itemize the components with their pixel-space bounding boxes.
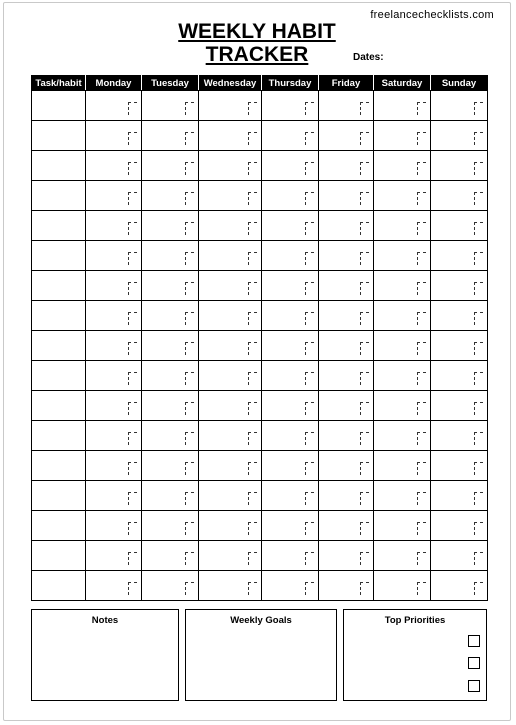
- check-mark-corner: [474, 402, 483, 415]
- day-cell-thursday[interactable]: [262, 451, 319, 481]
- check-mark-corner: [248, 252, 257, 265]
- day-cell-saturday[interactable]: [374, 481, 431, 511]
- check-mark-corner: [474, 102, 483, 115]
- day-cell-thursday[interactable]: [262, 121, 319, 151]
- day-cell-friday[interactable]: [319, 181, 374, 211]
- check-mark-corner: [360, 582, 369, 595]
- check-mark-corner: [248, 102, 257, 115]
- check-mark-corner: [417, 102, 426, 115]
- day-cell-sunday[interactable]: [431, 121, 488, 151]
- day-cell-thursday[interactable]: [262, 301, 319, 331]
- day-cell-tuesday[interactable]: [142, 331, 199, 361]
- check-mark-corner: [305, 282, 314, 295]
- check-mark-corner: [248, 402, 257, 415]
- tracker-body: [32, 91, 488, 601]
- day-cell-wednesday[interactable]: [199, 271, 262, 301]
- day-cell-saturday[interactable]: [374, 571, 431, 601]
- check-mark-corner: [417, 522, 426, 535]
- day-cell-wednesday[interactable]: [199, 301, 262, 331]
- day-cell-sunday[interactable]: [431, 211, 488, 241]
- day-cell-friday[interactable]: [319, 241, 374, 271]
- day-cell-monday[interactable]: [86, 241, 142, 271]
- day-cell-tuesday[interactable]: [142, 481, 199, 511]
- day-cell-saturday[interactable]: [374, 511, 431, 541]
- check-mark-corner: [248, 312, 257, 325]
- day-cell-tuesday[interactable]: [142, 571, 199, 601]
- day-cell-saturday[interactable]: [374, 91, 431, 121]
- table-row: [32, 361, 488, 391]
- check-mark-corner: [128, 432, 137, 445]
- task-cell[interactable]: [32, 571, 86, 601]
- day-cell-thursday[interactable]: [262, 511, 319, 541]
- day-cell-wednesday[interactable]: [199, 361, 262, 391]
- task-cell[interactable]: [32, 121, 86, 151]
- check-mark-corner: [417, 432, 426, 445]
- task-cell[interactable]: [32, 151, 86, 181]
- day-cell-monday[interactable]: [86, 541, 142, 571]
- day-cell-monday[interactable]: [86, 331, 142, 361]
- day-cell-wednesday[interactable]: [199, 151, 262, 181]
- day-cell-sunday[interactable]: [431, 151, 488, 181]
- day-cell-sunday[interactable]: [431, 451, 488, 481]
- check-mark-corner: [360, 162, 369, 175]
- day-cell-sunday[interactable]: [431, 391, 488, 421]
- day-cell-wednesday[interactable]: [199, 121, 262, 151]
- weekly-goals-title: Weekly Goals: [230, 615, 292, 626]
- day-cell-monday[interactable]: [86, 301, 142, 331]
- check-mark-corner: [360, 432, 369, 445]
- day-cell-monday[interactable]: [86, 421, 142, 451]
- day-cell-sunday[interactable]: [431, 271, 488, 301]
- check-mark-corner: [128, 252, 137, 265]
- check-mark-corner: [248, 432, 257, 445]
- col-header-sunday: Sunday: [431, 76, 488, 91]
- day-cell-sunday[interactable]: [431, 361, 488, 391]
- check-mark-corner: [417, 492, 426, 505]
- check-mark-corner: [248, 372, 257, 385]
- check-mark-corner: [248, 492, 257, 505]
- check-mark-corner: [360, 372, 369, 385]
- task-cell[interactable]: [32, 211, 86, 241]
- check-mark-corner: [248, 522, 257, 535]
- day-cell-saturday[interactable]: [374, 361, 431, 391]
- site-url: freelancechecklists.com: [370, 9, 494, 21]
- day-cell-saturday[interactable]: [374, 301, 431, 331]
- day-cell-friday[interactable]: [319, 331, 374, 361]
- task-cell[interactable]: [32, 541, 86, 571]
- check-mark-corner: [474, 222, 483, 235]
- check-mark-corner: [128, 582, 137, 595]
- table-row: [32, 121, 488, 151]
- check-mark-corner: [417, 462, 426, 475]
- day-cell-sunday[interactable]: [431, 241, 488, 271]
- day-cell-saturday[interactable]: [374, 211, 431, 241]
- table-row: [32, 511, 488, 541]
- check-mark-corner: [185, 222, 194, 235]
- check-mark-corner: [185, 102, 194, 115]
- day-cell-friday[interactable]: [319, 271, 374, 301]
- col-header-tuesday: Tuesday: [142, 76, 199, 91]
- check-mark-corner: [185, 432, 194, 445]
- day-cell-tuesday[interactable]: [142, 121, 199, 151]
- day-cell-friday[interactable]: [319, 571, 374, 601]
- day-cell-tuesday[interactable]: [142, 271, 199, 301]
- check-mark-corner: [248, 552, 257, 565]
- check-mark-corner: [360, 222, 369, 235]
- day-cell-tuesday[interactable]: [142, 421, 199, 451]
- day-cell-thursday[interactable]: [262, 361, 319, 391]
- day-cell-tuesday[interactable]: [142, 541, 199, 571]
- day-cell-tuesday[interactable]: [142, 211, 199, 241]
- check-mark-corner: [360, 132, 369, 145]
- check-mark-corner: [417, 192, 426, 205]
- priority-checkbox[interactable]: [468, 657, 480, 669]
- check-mark-corner: [185, 372, 194, 385]
- day-cell-sunday[interactable]: [431, 91, 488, 121]
- check-mark-corner: [417, 222, 426, 235]
- check-mark-corner: [417, 162, 426, 175]
- day-cell-tuesday[interactable]: [142, 391, 199, 421]
- check-mark-corner: [128, 462, 137, 475]
- check-mark-corner: [474, 372, 483, 385]
- check-mark-corner: [128, 492, 137, 505]
- col-header-saturday: Saturday: [374, 76, 431, 91]
- check-mark-corner: [474, 312, 483, 325]
- notes-box[interactable]: [31, 609, 179, 701]
- day-cell-friday[interactable]: [319, 511, 374, 541]
- task-cell[interactable]: [32, 361, 86, 391]
- check-mark-corner: [474, 252, 483, 265]
- day-cell-monday[interactable]: [86, 181, 142, 211]
- check-mark-corner: [185, 312, 194, 325]
- table-row: [32, 91, 488, 121]
- check-mark-corner: [305, 102, 314, 115]
- day-cell-tuesday[interactable]: [142, 151, 199, 181]
- check-mark-corner: [417, 132, 426, 145]
- check-mark-corner: [128, 162, 137, 175]
- check-mark-corner: [128, 342, 137, 355]
- check-mark-corner: [185, 402, 194, 415]
- day-cell-sunday[interactable]: [431, 301, 488, 331]
- check-mark-corner: [474, 492, 483, 505]
- day-cell-wednesday[interactable]: [199, 481, 262, 511]
- check-mark-corner: [417, 582, 426, 595]
- check-mark-corner: [305, 132, 314, 145]
- day-cell-sunday[interactable]: [431, 571, 488, 601]
- day-cell-tuesday[interactable]: [142, 91, 199, 121]
- task-cell[interactable]: [32, 391, 86, 421]
- check-mark-corner: [360, 312, 369, 325]
- day-cell-wednesday[interactable]: [199, 211, 262, 241]
- check-mark-corner: [128, 192, 137, 205]
- table-row: [32, 151, 488, 181]
- check-mark-corner: [360, 192, 369, 205]
- check-mark-corner: [360, 462, 369, 475]
- check-mark-corner: [248, 132, 257, 145]
- day-cell-thursday[interactable]: [262, 91, 319, 121]
- check-mark-corner: [360, 102, 369, 115]
- weekly-goals-box[interactable]: [185, 609, 337, 701]
- notes-title: Notes: [91, 615, 119, 626]
- day-cell-friday[interactable]: [319, 91, 374, 121]
- check-mark-corner: [185, 552, 194, 565]
- check-mark-corner: [474, 192, 483, 205]
- table-row: [32, 211, 488, 241]
- col-header-thursday: Thursday: [262, 76, 319, 91]
- check-mark-corner: [305, 522, 314, 535]
- check-mark-corner: [474, 282, 483, 295]
- check-mark-corner: [305, 432, 314, 445]
- check-mark-corner: [128, 522, 137, 535]
- table-row: [32, 331, 488, 361]
- check-mark-corner: [305, 552, 314, 565]
- day-cell-friday[interactable]: [319, 541, 374, 571]
- check-mark-corner: [360, 342, 369, 355]
- check-mark-corner: [474, 432, 483, 445]
- task-cell[interactable]: [32, 481, 86, 511]
- check-mark-corner: [185, 342, 194, 355]
- day-cell-monday[interactable]: [86, 571, 142, 601]
- check-mark-corner: [474, 582, 483, 595]
- day-cell-monday[interactable]: [86, 481, 142, 511]
- check-mark-corner: [305, 312, 314, 325]
- day-cell-sunday[interactable]: [431, 511, 488, 541]
- day-cell-monday[interactable]: [86, 151, 142, 181]
- check-mark-corner: [128, 312, 137, 325]
- task-cell[interactable]: [32, 241, 86, 271]
- day-cell-wednesday[interactable]: [199, 541, 262, 571]
- check-mark-corner: [474, 342, 483, 355]
- day-cell-wednesday[interactable]: [199, 331, 262, 361]
- day-cell-tuesday[interactable]: [142, 181, 199, 211]
- check-mark-corner: [248, 342, 257, 355]
- check-mark-corner: [305, 252, 314, 265]
- check-mark-corner: [128, 402, 137, 415]
- check-mark-corner: [305, 222, 314, 235]
- check-mark-corner: [474, 522, 483, 535]
- check-mark-corner: [417, 372, 426, 385]
- table-row: [32, 451, 488, 481]
- check-mark-corner: [128, 552, 137, 565]
- table-row: [32, 571, 488, 601]
- day-cell-saturday[interactable]: [374, 181, 431, 211]
- day-cell-saturday[interactable]: [374, 271, 431, 301]
- day-cell-wednesday[interactable]: [199, 91, 262, 121]
- task-cell[interactable]: [32, 331, 86, 361]
- table-row: [32, 301, 488, 331]
- check-mark-corner: [305, 492, 314, 505]
- table-row: [32, 271, 488, 301]
- priority-checkbox[interactable]: [468, 635, 480, 647]
- check-mark-corner: [185, 252, 194, 265]
- day-cell-monday[interactable]: [86, 211, 142, 241]
- check-mark-corner: [417, 282, 426, 295]
- title-line-2: TRACKER: [205, 43, 309, 66]
- check-mark-corner: [305, 462, 314, 475]
- check-mark-corner: [248, 582, 257, 595]
- table-row: [32, 481, 488, 511]
- day-cell-thursday[interactable]: [262, 331, 319, 361]
- day-cell-tuesday[interactable]: [142, 301, 199, 331]
- task-cell[interactable]: [32, 301, 86, 331]
- check-mark-corner: [417, 312, 426, 325]
- priority-checkbox[interactable]: [468, 680, 480, 692]
- day-cell-thursday[interactable]: [262, 241, 319, 271]
- day-cell-wednesday[interactable]: [199, 181, 262, 211]
- day-cell-friday[interactable]: [319, 301, 374, 331]
- day-cell-saturday[interactable]: [374, 151, 431, 181]
- day-cell-monday[interactable]: [86, 511, 142, 541]
- day-cell-friday[interactable]: [319, 151, 374, 181]
- check-mark-corner: [360, 252, 369, 265]
- day-cell-friday[interactable]: [319, 421, 374, 451]
- day-cell-thursday[interactable]: [262, 481, 319, 511]
- day-cell-monday[interactable]: [86, 451, 142, 481]
- check-mark-corner: [474, 132, 483, 145]
- check-mark-corner: [305, 162, 314, 175]
- day-cell-friday[interactable]: [319, 121, 374, 151]
- check-mark-corner: [305, 402, 314, 415]
- check-mark-corner: [417, 252, 426, 265]
- check-mark-corner: [248, 282, 257, 295]
- col-header-monday: Monday: [86, 76, 142, 91]
- check-mark-corner: [248, 462, 257, 475]
- day-cell-saturday[interactable]: [374, 391, 431, 421]
- check-mark-corner: [248, 192, 257, 205]
- day-cell-monday[interactable]: [86, 121, 142, 151]
- day-cell-sunday[interactable]: [431, 181, 488, 211]
- day-cell-sunday[interactable]: [431, 481, 488, 511]
- header-row: [32, 76, 488, 91]
- table-row: [32, 541, 488, 571]
- check-mark-corner: [128, 372, 137, 385]
- check-mark-corner: [360, 402, 369, 415]
- check-mark-corner: [417, 342, 426, 355]
- day-cell-sunday[interactable]: [431, 421, 488, 451]
- day-cell-monday[interactable]: [86, 361, 142, 391]
- day-cell-sunday[interactable]: [431, 541, 488, 571]
- day-cell-tuesday[interactable]: [142, 451, 199, 481]
- day-cell-friday[interactable]: [319, 361, 374, 391]
- title-line-1: WEEKLY HABIT: [178, 20, 336, 43]
- check-mark-corner: [185, 282, 194, 295]
- top-priorities-title: Top Priorities: [384, 615, 446, 626]
- table-row: [32, 391, 488, 421]
- check-mark-corner: [305, 342, 314, 355]
- day-cell-tuesday[interactable]: [142, 241, 199, 271]
- habit-tracker-table: [31, 75, 488, 601]
- check-mark-corner: [128, 282, 137, 295]
- task-cell[interactable]: [32, 181, 86, 211]
- day-cell-monday[interactable]: [86, 91, 142, 121]
- day-cell-wednesday[interactable]: [199, 511, 262, 541]
- day-cell-thursday[interactable]: [262, 571, 319, 601]
- day-cell-saturday[interactable]: [374, 121, 431, 151]
- task-cell[interactable]: [32, 511, 86, 541]
- day-cell-monday[interactable]: [86, 391, 142, 421]
- check-mark-corner: [248, 222, 257, 235]
- day-cell-sunday[interactable]: [431, 331, 488, 361]
- check-mark-corner: [417, 552, 426, 565]
- check-mark-corner: [185, 492, 194, 505]
- day-cell-thursday[interactable]: [262, 391, 319, 421]
- task-cell[interactable]: [32, 421, 86, 451]
- check-mark-corner: [474, 552, 483, 565]
- check-mark-corner: [185, 192, 194, 205]
- table-row: [32, 241, 488, 271]
- day-cell-saturday[interactable]: [374, 241, 431, 271]
- check-mark-corner: [185, 132, 194, 145]
- check-mark-corner: [360, 492, 369, 505]
- col-header-task: Task/habit: [32, 76, 86, 91]
- check-mark-corner: [248, 162, 257, 175]
- check-mark-corner: [360, 522, 369, 535]
- day-cell-thursday[interactable]: [262, 541, 319, 571]
- day-cell-monday[interactable]: [86, 271, 142, 301]
- task-cell[interactable]: [32, 451, 86, 481]
- day-cell-wednesday[interactable]: [199, 241, 262, 271]
- day-cell-tuesday[interactable]: [142, 511, 199, 541]
- check-mark-corner: [305, 582, 314, 595]
- check-mark-corner: [185, 522, 194, 535]
- day-cell-friday[interactable]: [319, 211, 374, 241]
- check-mark-corner: [474, 462, 483, 475]
- day-cell-friday[interactable]: [319, 451, 374, 481]
- table-row: [32, 181, 488, 211]
- check-mark-corner: [128, 102, 137, 115]
- col-header-wednesday: Wednesday: [199, 76, 262, 91]
- task-cell[interactable]: [32, 91, 86, 121]
- dates-label: Dates:: [353, 52, 384, 63]
- table-row: [32, 421, 488, 451]
- day-cell-thursday[interactable]: [262, 211, 319, 241]
- day-cell-saturday[interactable]: [374, 331, 431, 361]
- day-cell-saturday[interactable]: [374, 451, 431, 481]
- day-cell-thursday[interactable]: [262, 151, 319, 181]
- day-cell-saturday[interactable]: [374, 421, 431, 451]
- day-cell-friday[interactable]: [319, 481, 374, 511]
- day-cell-wednesday[interactable]: [199, 391, 262, 421]
- day-cell-wednesday[interactable]: [199, 571, 262, 601]
- check-mark-corner: [360, 282, 369, 295]
- check-mark-corner: [360, 552, 369, 565]
- day-cell-tuesday[interactable]: [142, 361, 199, 391]
- day-cell-thursday[interactable]: [262, 421, 319, 451]
- day-cell-thursday[interactable]: [262, 271, 319, 301]
- day-cell-wednesday[interactable]: [199, 421, 262, 451]
- day-cell-wednesday[interactable]: [199, 451, 262, 481]
- check-mark-corner: [128, 222, 137, 235]
- col-header-friday: Friday: [319, 76, 374, 91]
- check-mark-corner: [185, 162, 194, 175]
- check-mark-corner: [305, 192, 314, 205]
- day-cell-thursday[interactable]: [262, 181, 319, 211]
- check-mark-corner: [185, 582, 194, 595]
- check-mark-corner: [474, 162, 483, 175]
- day-cell-friday[interactable]: [319, 391, 374, 421]
- check-mark-corner: [128, 132, 137, 145]
- day-cell-saturday[interactable]: [374, 541, 431, 571]
- check-mark-corner: [417, 402, 426, 415]
- top-priorities-box: [343, 609, 487, 701]
- check-mark-corner: [185, 462, 194, 475]
- task-cell[interactable]: [32, 271, 86, 301]
- check-mark-corner: [305, 372, 314, 385]
